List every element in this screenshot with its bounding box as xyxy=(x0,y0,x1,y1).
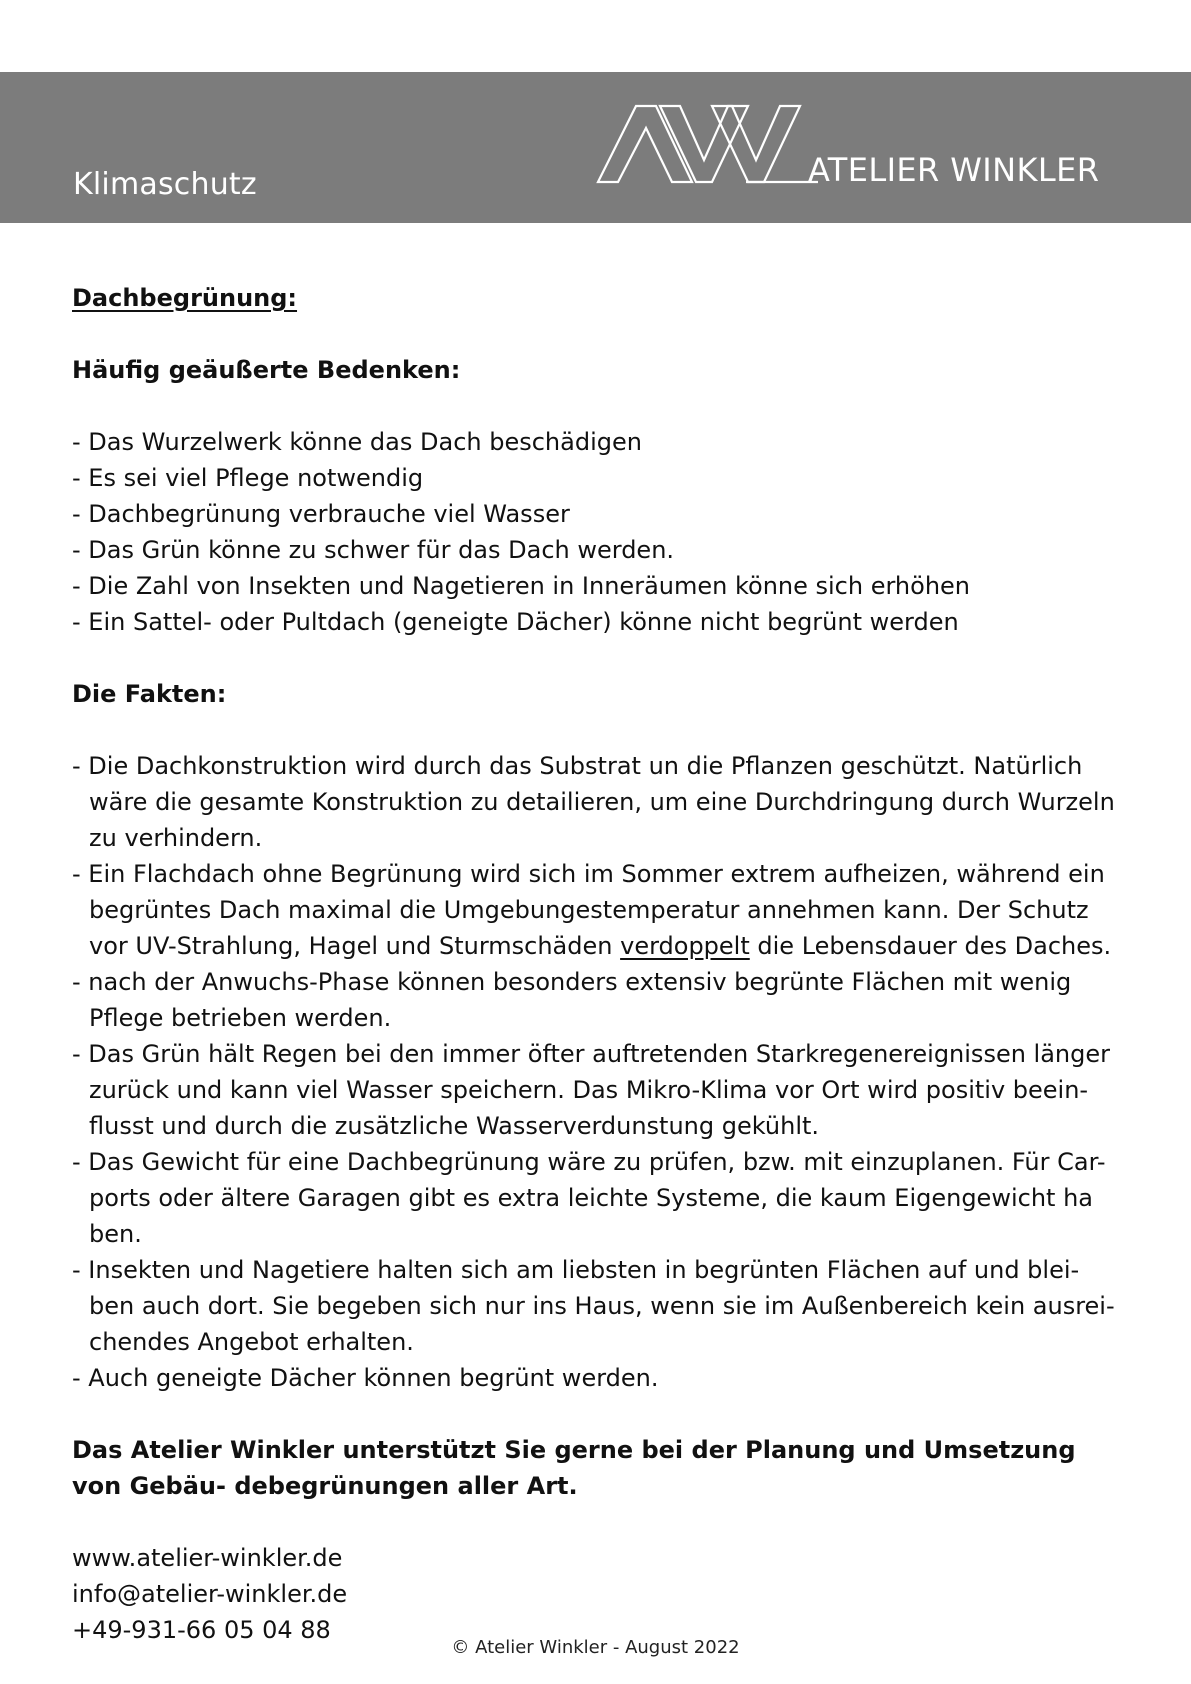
fact-item: - Auch geneigte Dächer können begrünt werden. xyxy=(72,1364,659,1392)
aw-logo-icon xyxy=(596,104,821,184)
logo xyxy=(596,104,1116,194)
fact-item: - Die Dachkonstruktion wird durch das Substrat un die Pflanzen geschützt. Natürlich wäre die gesamte Konstruktion zu detailieren, um eine Durchdringung durch Wurzeln zu verhindern. xyxy=(72,752,1115,852)
email-link[interactable]: info@atelier-winkler.de xyxy=(72,1580,348,1608)
fact-text: - Ein Flachdach ohne Begrünung wird sich im Sommer extrem aufheizen, während ein begrüntes Dach maximal die Umgebungestemperatur annehmen kann. Der Schutz vor UV-Strahlung, Hagel und Sturmschäden xyxy=(72,860,1105,960)
concern-item: - Ein Sattel- oder Pultdach (geneigte Dächer) könne nicht begrünt werden xyxy=(72,608,959,636)
fact-item: - Das Gewicht für eine Dachbegrünung wäre zu prüfen, bzw. mit einzuplanen. Für Car- ports oder ältere Garagen gibt es extra leichte Systeme, die kaum Eigengewicht ha ben. xyxy=(72,1148,1106,1248)
fact-emphasis: verdoppelt xyxy=(620,932,750,960)
concern-item: - Es sei viel Pflege notwendig xyxy=(72,464,424,492)
website-link[interactable]: www.atelier-winkler.de xyxy=(72,1544,343,1572)
section-title: Dachbegrünung: xyxy=(72,284,298,312)
concern-item: - Das Wurzelwerk könne das Dach beschädigen xyxy=(72,428,642,456)
concern-item: - Das Grün könne zu schwer für das Dach werden. xyxy=(72,536,675,564)
header-title: Klimaschutz xyxy=(73,167,257,202)
facts-heading: Die Fakten: xyxy=(72,680,227,708)
footer-copyright: © Atelier Winkler - August 2022 xyxy=(451,1637,740,1658)
fact-item: - nach der Anwuchs-Phase können besonders extensiv begrünte Flächen mit wenig Pflege betrieben werden. xyxy=(72,968,1072,1032)
closing-statement: Das Atelier Winkler unterstützt Sie gerne bei der Planung und Umsetzung von Gebäu- debegrünungen aller Art. xyxy=(72,1436,1076,1500)
contact-block xyxy=(72,1540,1122,1648)
concern-item: - Dachbegrünung verbrauche viel Wasser xyxy=(72,500,570,528)
concerns-heading: Häufig geäußerte Bedenken: xyxy=(72,356,461,384)
fact-item: - Insekten und Nagetiere halten sich am liebsten in begrünten Flächen auf und blei- ben auch dort. Sie begeben sich nur ins Haus, wenn sie im Außenbereich kein ausrei- chendes Angebot erhalten. xyxy=(72,1256,1115,1356)
fact-item: - Das Grün hält Regen bei den immer öfter auftretenden Starkregenereignissen länger zurück und kann viel Wasser speichern. Das Mikro-Klima vor Ort wird positiv beein- flusst und durch die zusätzliche Wasserverdunstung gekühlt. xyxy=(72,1040,1110,1140)
concern-item: - Die Zahl von Insekten und Nagetieren in Inneräumen könne sich erhöhen xyxy=(72,572,971,600)
fact-text: die Lebensdauer des Daches. xyxy=(749,932,1112,960)
facts-list xyxy=(72,748,1122,1396)
logo-text: ATELIER WINKLER xyxy=(808,151,1100,189)
concerns-list xyxy=(72,424,1122,640)
phone-number: +49-931-66 05 04 88 xyxy=(72,1616,331,1644)
fact-item xyxy=(72,856,1122,964)
document-body xyxy=(72,280,1122,1648)
